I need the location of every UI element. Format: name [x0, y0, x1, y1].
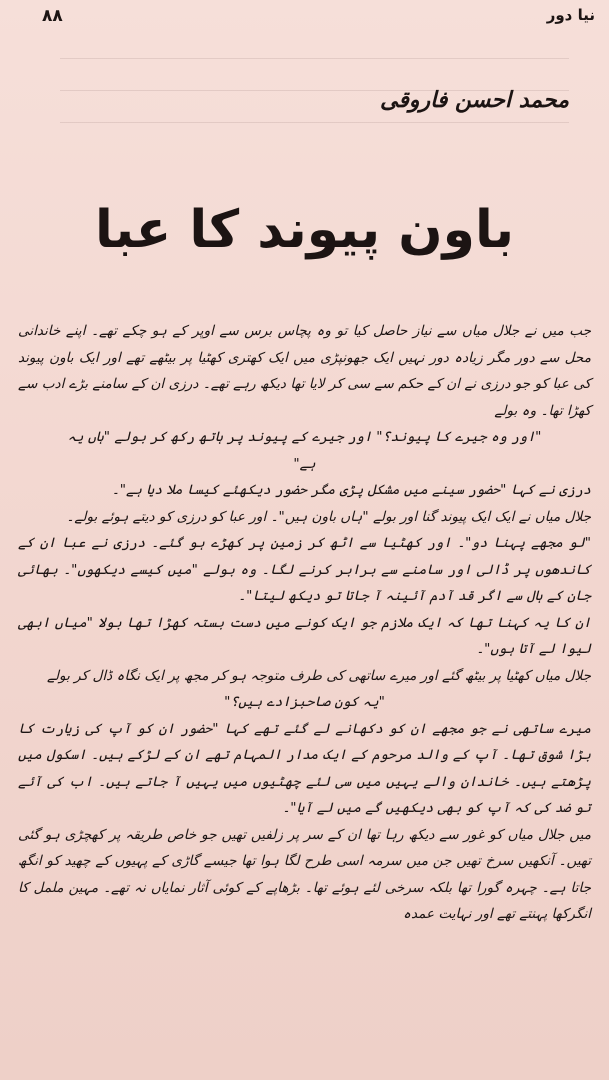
story-title: باون پیوند کا عبا	[94, 200, 515, 260]
page-number: ۸۸	[42, 6, 63, 26]
quote-line: "یہ کون صاحبزادے ہیں؟"	[224, 694, 385, 710]
paragraph: "لو مجھے پہنا دو"۔ اور کھٹیا سے اٹھ کر زمین پر کھڑے ہو گئے۔ درزی نے عبا ان کے کاندھوں پر ڈالی اور سامنے سے برابر کرنے لگا۔ وہ بولے "میں کیسے دیکھوں"۔ بھائی جان کے ہال سے اگر قد آدم آئینہ آ جاتا تو دیکھ لیتا"۔	[18, 535, 591, 604]
running-head: نیا دور	[546, 6, 595, 24]
quote-line: "اور وہ جیرے کا پیوند؟" اور جیرے کے پیوند پر ہاتھ رکھ کر بولے "ہاں یہ ہے"	[67, 429, 542, 472]
body-text	[18, 318, 591, 1072]
paragraph: جب میں نے جلال میاں سے نیاز حاصل کیا تو وہ پچاس برس سے اوپر کے ہو چکے تھے۔ اپنے خاندانی محل سے دور مگر زیادہ دور نہیں ایک جھونپڑی میں ایک کھتری کھٹیا پر بیٹھے تھے اور ایک باون پیوند کی عبا کو جو درزی نے ان کے حکم سے سی کر لایا تھا دیکھ رہے تھے۔ درزی ان کے سامنے بڑے ادب سے کھڑا تھا۔ وہ بولے	[18, 323, 591, 419]
paragraph: جلال میاں کھٹیا پر بیٹھ گئے اور میرے ساتھی کی طرف متوجہ ہو کر مجھ پر ایک نگاہ ڈال کر بولے	[46, 667, 591, 684]
paragraph: ان کا یہ کہنا تھا کہ ایک ملازم جو ایک کونے میں دست بستہ کھڑا تھا بولا "میاں ابھی لیوا لے آتا ہوں"۔	[18, 614, 591, 657]
paragraph: میرے ساتھی نے جو مجھے ان کو دکھانے لے گئے تھے کہا "حضور ان کو آپ کی زیارت کا بڑا شوق تھا۔ آپ کے والد مرحوم کے ایک مدار المہام تھے ان کے لڑکے ہیں۔ اسکول میں پڑھتے ہیں۔ خاندان والے یہیں میں سی لئے چھٹیوں میں یہیں آ جاتے ہیں۔ اب کی آئے تو ضد کی کہ آپ کو بھی دیکھیں گے میں لے آیا"۔	[18, 720, 591, 816]
paragraph: جلال میاں نے ایک ایک پیوند گنا اور بولے "ہاں باون ہیں"۔ اور عبا کو درزی کو دیتے ہوئے بولے۔	[66, 508, 591, 525]
author-name: محمد احسن فاروقی	[380, 88, 569, 113]
page-header	[14, 6, 595, 30]
paragraph: میں جلال میاں کو غور سے دیکھ رہا تھا ان کے سر پر زلفیں تھیں جو خاص طریقہ پر کھچڑی ہو گئی تھیں۔ آنکھیں سرخ تھیں جن میں سرمہ اسی طرح لگا ہوا تھا جیسے گاڑی کے پہیوں کے چھید کو انگھ جاتا ہے۔ چہرہ گورا تھا بلکہ سرخی لئے ہوئے تھا۔ بڑھاپے کے کوئی آثار نمایاں نہ تھے۔ مہین ململ کا انگرکھا پہنتے تھے اور نہایت عمدہ	[18, 826, 591, 922]
paragraph: درزی نے کہا "حضور سینے میں مشکل پڑی مگر حضور دیکھئے کیسا ملا دیا ہے"۔	[111, 482, 591, 498]
